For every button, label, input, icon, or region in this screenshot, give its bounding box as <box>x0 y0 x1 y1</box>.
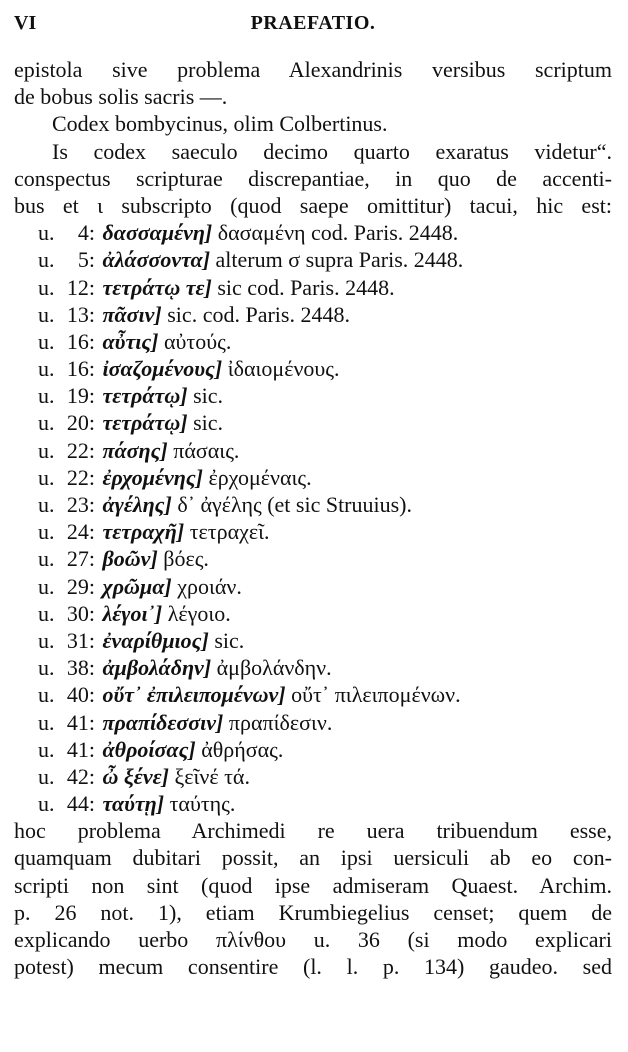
lemma: ἀγέλης] <box>102 492 172 517</box>
lemma: ἰσαζομένους] <box>102 356 223 382</box>
lemma: ἀμβολάδην] <box>102 655 212 681</box>
lemma: ἐρχομένης] <box>102 464 203 490</box>
variant-reading: ἰδαιομένους. <box>227 356 340 382</box>
verse-number: 38: <box>66 655 95 681</box>
lemma: βοῶν] <box>102 546 158 572</box>
verse-abbrev: u. <box>38 410 55 436</box>
verse-number: 31: <box>66 627 95 653</box>
verse-abbrev: u. <box>38 627 55 653</box>
lemma: ἐναρίθμιος] <box>102 627 209 653</box>
variant-reading: sic. cod. Paris. 2448. <box>167 301 350 327</box>
lemma: αὖτις] <box>102 328 159 354</box>
variant-reading: δασαμένη cod. Paris. 2448. <box>217 220 459 246</box>
verse-number: 12: <box>66 274 95 300</box>
verse-abbrev: u. <box>38 546 55 572</box>
variant-entry <box>14 491 612 518</box>
variant-reading: sic cod. Paris. 2448. <box>217 274 395 300</box>
verse-abbrev: u. <box>38 220 55 246</box>
verse-abbrev: u. <box>38 437 55 463</box>
variant-reading: οὔτ᾽ πιλειπομένων. <box>291 682 461 708</box>
variant-entry <box>14 709 612 736</box>
variant-reading: βόες. <box>163 546 209 572</box>
variant-entry <box>14 600 612 627</box>
verse-abbrev: u. <box>38 682 55 708</box>
text-line: epistola sive problema Alexandrinis versibus scriptum <box>14 57 612 82</box>
lemma: τετραχῆ] <box>102 519 185 545</box>
lemma: λέγοι᾽] <box>102 600 163 626</box>
variant-entry <box>14 301 612 328</box>
verse-abbrev: u. <box>38 709 55 735</box>
verse-abbrev: u. <box>38 301 55 327</box>
lemma: τετράτῳ τε] <box>102 274 212 300</box>
lemma: δασσαμένη] <box>102 220 213 246</box>
verse-number: 19: <box>66 383 95 409</box>
verse-number: 20: <box>66 410 95 436</box>
variant-reading: πάσαις. <box>173 437 240 463</box>
lemma: τετράτῳ] <box>102 383 188 409</box>
variant-entry <box>14 627 612 654</box>
text-line: hoc problema Archimedi re uera tribuendum esse, <box>14 818 612 844</box>
variant-entry <box>14 545 612 572</box>
verse-abbrev: u. <box>38 736 55 762</box>
variant-reading: λέγοιο. <box>167 600 231 626</box>
verse-abbrev: u. <box>38 573 55 599</box>
verse-number: 42: <box>66 763 95 789</box>
variant-entry <box>14 274 612 301</box>
page-number: VI <box>14 12 37 34</box>
lemma: τετράτῳ] <box>102 410 188 436</box>
verse-abbrev: u. <box>38 492 55 517</box>
lemma: χρῶμα] <box>102 573 172 599</box>
variant-reading: ταύτης. <box>169 791 236 817</box>
text-line: bus et ι subscripto (quod saepe omittitur) tacui, hic est: <box>14 192 612 218</box>
variant-reading: ἀθρήσας. <box>201 736 284 762</box>
running-header <box>14 8 612 38</box>
variant-entry <box>14 790 612 817</box>
verse-abbrev: u. <box>38 274 55 300</box>
variant-entry <box>14 681 612 708</box>
variant-entry <box>14 382 612 409</box>
variant-reading: ἐρχομέναις. <box>208 464 312 490</box>
variant-readings-list <box>14 219 612 817</box>
variant-entry <box>14 246 612 273</box>
verse-number: 24: <box>66 519 95 545</box>
verse-number: 41: <box>66 709 95 735</box>
variant-reading: sic. <box>193 410 224 436</box>
variant-entry <box>14 654 612 681</box>
variant-entry <box>14 328 612 355</box>
variant-entry <box>14 518 612 545</box>
variant-reading: πραπίδεσιν. <box>228 709 333 735</box>
lemma: ἀλάσσοντα] <box>102 247 211 273</box>
verse-abbrev: u. <box>38 328 55 354</box>
variant-entry <box>14 763 612 790</box>
verse-abbrev: u. <box>38 383 55 409</box>
verse-number: 5: <box>77 247 95 273</box>
verse-number: 13: <box>66 301 95 327</box>
verse-number: 22: <box>66 464 95 490</box>
variant-entry <box>14 736 612 763</box>
verse-abbrev: u. <box>38 464 55 490</box>
verse-number: 41: <box>66 736 95 762</box>
verse-number: 16: <box>66 356 95 382</box>
variant-entry <box>14 464 612 491</box>
text-line: scripti non sint (quod ipse admiseram Quaest. Archim. <box>14 872 612 898</box>
verse-abbrev: u. <box>38 519 55 545</box>
text-line: p. 26 not. 1), etiam Krumbiegelius censet; quem de <box>14 899 612 925</box>
text-line: explicando uerbo πλίνθου u. 36 (si modo explicari <box>14 927 612 952</box>
variant-reading: alterum σ supra Paris. 2448. <box>215 247 464 273</box>
variant-entry <box>14 573 612 600</box>
text-line: Is codex saeculo decimo quarto exaratus videtur“. <box>52 138 612 164</box>
variant-entry <box>14 219 612 246</box>
text-line: Codex bombycinus, olim Colbertinus. <box>52 111 388 137</box>
verse-number: 40: <box>66 682 95 708</box>
variant-entry <box>14 409 612 436</box>
variant-reading: αὐτούς. <box>163 328 232 354</box>
lemma: ὦ ξένε] <box>102 763 169 789</box>
verse-abbrev: u. <box>38 655 55 681</box>
verse-number: 22: <box>66 437 95 463</box>
verse-number: 30: <box>66 600 95 626</box>
text-line: potest) mecum consentire (l. l. p. 134) gaudeo. sed <box>14 954 612 980</box>
variant-reading: τετραχεῖ. <box>189 519 270 545</box>
text-line: quamquam dubitari possit, an ipsi uersiculi ab eo con- <box>14 845 612 871</box>
verse-number: 16: <box>66 328 95 354</box>
lemma: πραπίδεσσιν] <box>102 709 224 735</box>
variant-reading: δ᾽ ἀγέλης (et sic Struuius). <box>177 492 413 517</box>
verse-number: 44: <box>66 791 95 817</box>
verse-abbrev: u. <box>38 356 55 382</box>
variant-entry <box>14 355 612 382</box>
lemma: πάσης] <box>102 437 168 463</box>
lemma: οὔτ᾽ ἐπιλειπομένων] <box>102 682 286 708</box>
verse-number: 4: <box>77 220 95 246</box>
variant-reading: sic. <box>214 627 245 653</box>
verse-number: 23: <box>66 492 95 517</box>
text-line: conspectus scripturae discrepantiae, in quo de accenti- <box>14 165 612 191</box>
verse-abbrev: u. <box>38 600 55 626</box>
lemma: ταύτῃ] <box>102 791 165 817</box>
variant-reading: ἀμβολάνδην. <box>216 655 332 681</box>
variant-reading: χροιάν. <box>177 573 242 599</box>
intro-paragraphs <box>14 56 612 219</box>
lemma: ἀθροίσας] <box>102 736 196 762</box>
verse-number: 29: <box>66 573 95 599</box>
lemma: πᾶσιν] <box>102 301 162 327</box>
running-title: PRAEFATIO. <box>250 12 376 34</box>
verse-abbrev: u. <box>38 763 55 789</box>
variant-reading: ξεῖνέ τά. <box>174 763 250 789</box>
variant-reading: sic. <box>193 383 224 409</box>
verse-number: 27: <box>66 546 95 572</box>
verse-abbrev: u. <box>38 247 55 273</box>
variant-entry <box>14 437 612 464</box>
text-body <box>14 56 612 980</box>
verse-abbrev: u. <box>38 791 55 817</box>
text-line: de bobus solis sacris —. <box>14 84 228 110</box>
closing-paragraph <box>14 817 612 980</box>
